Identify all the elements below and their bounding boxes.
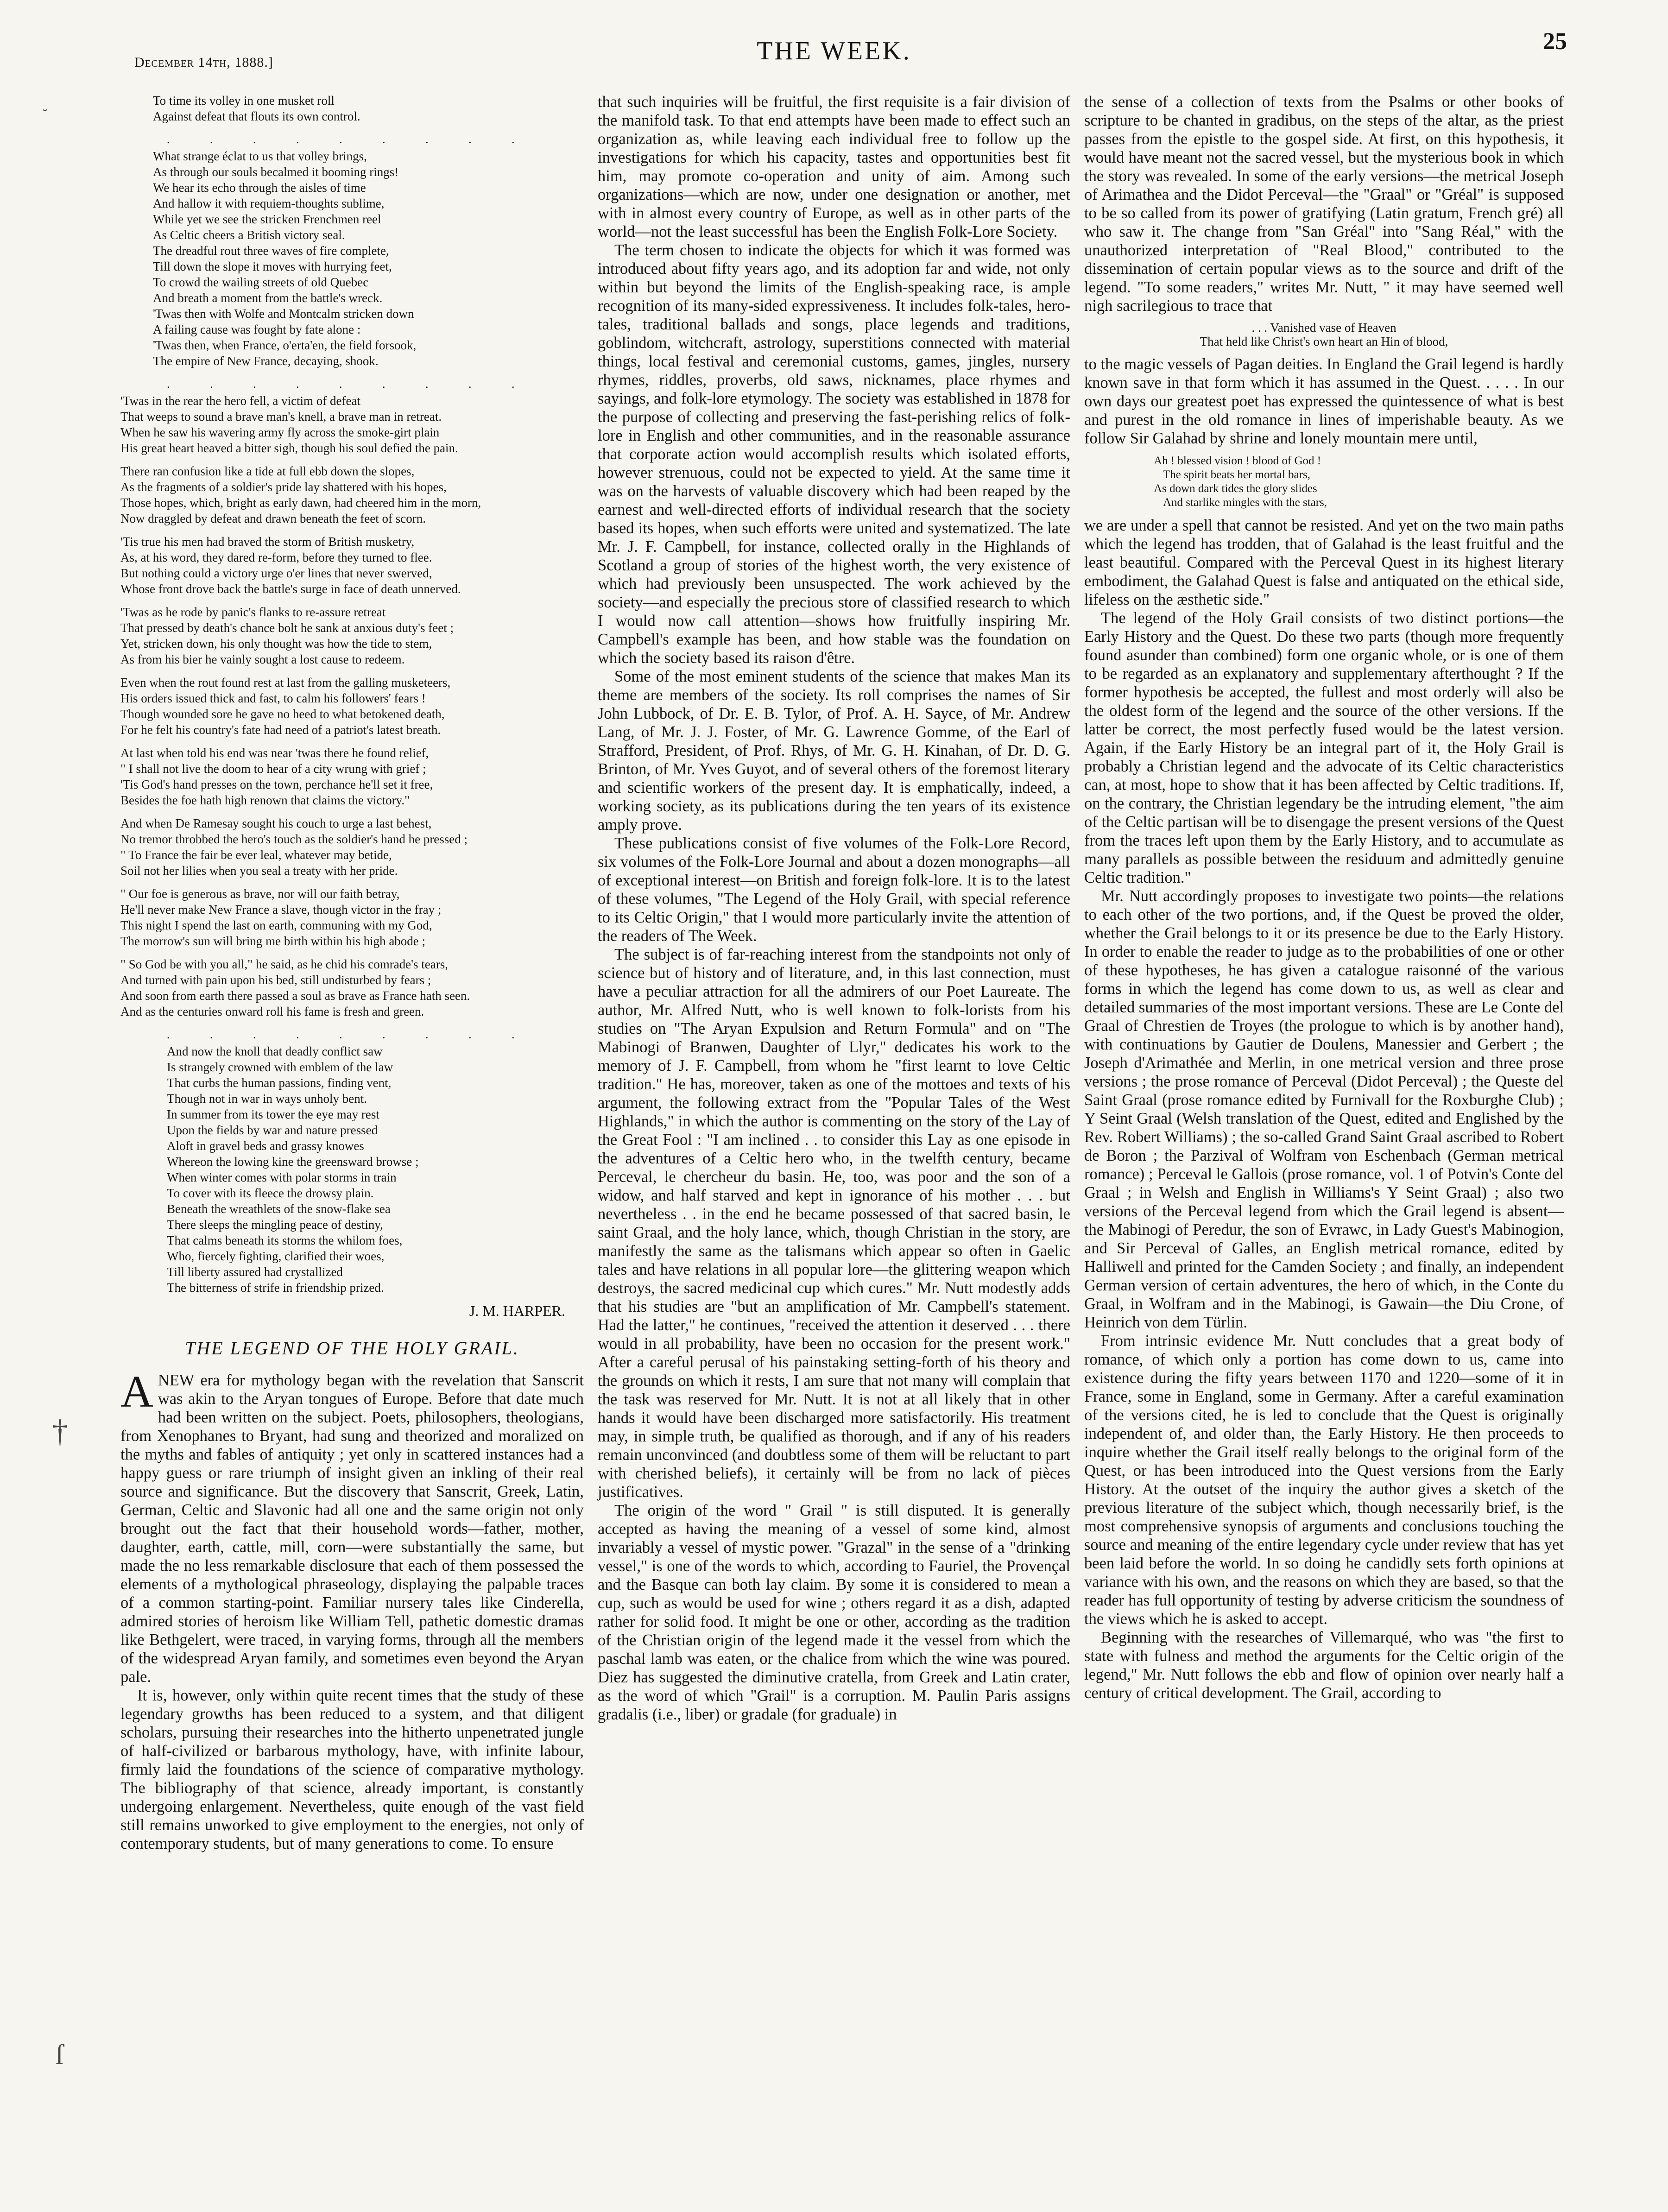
poem-line: Is strangely crowned with emblem of the law (167, 1060, 393, 1074)
poem-line: " To France the fair be ever leal, whatever may betide, (120, 848, 392, 862)
poem-line: And when De Ramesay sought his couch to urge a last behest, (120, 816, 432, 830)
poem-line: The dreadful rout three waves of fire complete, (153, 244, 389, 258)
poem-line: As Celtic cheers a British victory seal. (153, 228, 345, 242)
poem-line: To crowd the wailing streets of old Quebec (153, 275, 369, 289)
poem-stanza (120, 1043, 584, 1296)
poem-line: Though wounded sore he gave no heed to what betokened death, (120, 707, 445, 721)
article-paragraph: These publications consist of five volumes of the Folk-Lore Record, six volumes of the Folk-Lore Journal and about a dozen monographs—all of exceptional interest—on British and foreign folk-lore. It is to the latest of these volumes, "The Legend of the Holy Grail, with special reference to its Celtic Origin," that I would more particularly invite the attention of the readers of The Week. (598, 834, 1070, 945)
page-number: 25 (1543, 28, 1567, 55)
poem-line: Those hopes, which, bright as early dawn, had cheered him in the morn, (120, 496, 481, 510)
poem-line: Yet, stricken down, his only thought was how the tide to stem, (120, 637, 432, 651)
article-paragraph: From intrinsic evidence Mr. Nutt concludes that a great body of romance, of which only a portion has come down to us, came into existence during the fifty years between 1170 and 1220—some of it in France, some in England, some in Germany. After a careful examination of the versions cited, he is led to conclude that the Quest is originally independent of, and older than, the Early History. He then proceeds to inquire whether the Grail itself really belongs to the original form of the Quest, or has been introduced into the Quest versions from the Early History. At the outset of the inquiry the author gives a sketch of the previous literature of the subject which, though necessarily brief, is the most comprehensive synopsis of arguments and conclusions touching the source and meaning of the entire legendary cycle under review that has yet been laid before the world. In so doing he candidly sets forth opinions at variance with his own, and the reasons on which they are based, so that the reader has full opportunity of testing by adverse criticism the soundness of the views which he is asked to accept. (1084, 1332, 1564, 1628)
quote-line: . . . Vanished vase of Heaven (1251, 321, 1396, 335)
article-paragraph: the sense of a collection of texts from the Psalms or other books of scripture to be chanted in gradibus, on the steps of the altar, as the priest passes from the epistle to the gospel side. At first, on this hypothesis, it would have meant not the sacred vessel, but the mysterious book in which the story was revealed. In some of the early versions—the metrical Joseph of Arimathea and the Didot Perceval—the "Graal" or "Gréal" is supposed to be so called from its power of gratifying (Latin gratum, French gré) all who saw it. The change from "San Gréal" into "Sang Réal," with the unauthorized interpretation of "Real Blood," contributed to the dissemination of certain popular views as to the source and drift of the legend. "To some readers," writes Mr. Nutt, " it may have seemed well nigh sacrilegious to trace that (1084, 93, 1564, 315)
poem-line: 'Twas in the rear the hero fell, a victim of defeat (120, 394, 360, 408)
poem-line: 'Tis God's hand presses on the town, perchance he'll set it free, (120, 777, 433, 791)
poem-line: 'Twas then with Wolfe and Montcalm stricken down (153, 307, 414, 321)
poem-line: Till down the slope it moves with hurrying feet, (153, 259, 392, 273)
drop-cap: A (120, 1367, 153, 1417)
poem-line: That pressed by death's chance bolt he sank at anxious duty's feet ; (120, 621, 454, 635)
poem-stanza (120, 745, 584, 808)
poem-line: And now the knoll that deadly conflict saw (167, 1044, 383, 1058)
poem-line: When he saw his wavering army fly across the smoke-girt plain (120, 425, 440, 439)
poem-stanza (120, 534, 584, 597)
poem-line: 'Twas then, when France, o'erta'en, the field forsook, (153, 338, 417, 352)
poem-line: As through our souls becalmed it booming rings! (153, 165, 399, 179)
poem-line: In summer from its tower the eye may rest (167, 1107, 379, 1121)
poem-line: Whose front drove back the battle's surge in face of death unnerved. (120, 582, 461, 596)
poem-line: Now draggled by defeat and drawn beneath the feet of scorn. (120, 512, 426, 525)
poem-line: To cover with its fleece the drowsy plain. (167, 1186, 374, 1200)
poem-line: Even when the rout found rest at last from the galling musketeers, (120, 676, 451, 689)
poem-line: And as the centuries onward roll his fame is fresh and green. (120, 1005, 424, 1018)
poem-stanza (120, 675, 584, 738)
poem-line: And turned with pain upon his bed, still undisturbed by fears ; (120, 973, 431, 987)
poem-line: The empire of New France, decaying, shook. (153, 354, 379, 368)
poem-line: Aloft in gravel beds and grassy knowes (167, 1139, 364, 1153)
article-paragraph: Mr. Nutt accordingly proposes to investigate two points—the relations to each other of the two portions, and, if the Quest be proved the older, whether the Grail belongs to it or its presence be due to the Early History. In order to enable the reader to judge as to the probabilities of one or other of these hypotheses, he has given a catalogue raisonné of the various forms in which the legend has come down to us, as well as clear and detailed summaries of the most important versions. These are Le Conte del Graal of Chrestien de Troyes (the prologue to which is by another hand), with continuations by Gautier de Doulens, Manessier and Gerbert ; the Joseph d'Arimathée and Merlin, in one metrical version and three prose versions ; the prose romance of Perceval (Didot Perceval) ; the Queste del Saint Graal (prose romance edited by Furnivall for the Roxburghe Club) ; Y Seint Graal (Welsh translation of the Quest, edited and Englished by the Rev. Robert Williams) ; the so-called Grand Saint Graal ascribed to Robert de Boron ; the Parzival of Wolfram von Eschenbach (German metrical romance) ; Perceval le Gallois (prose romance, vol. 1 of Potvin's Conte del Graal ; in Welsh and English in Williams's Y Seint Graal) ; also two versions of the Perceval legend from which the Grail legend is absent—the Mabinogi of Peredur, the son of Evrawc, in Lady Guest's Mabinogion, and Sir Perceval of Galles, an English metrical romance, edited by Halliwell and printed for the Camden Society ; and finally, an independent German version of certain adventures, the hero of which, in the Conte du Graal, in Wolfram and in the Mabinogi, is Gawain—the Diu Crone, of Heinrich von dem Türlin. (1084, 887, 1564, 1331)
article-paragraph: The term chosen to indicate the objects for which it was formed was introduced about fifty years ago, and its adoption far and wide, not only within but beyond the limits of the English-speaking race, is ample recognition of its many-sided expressiveness. It includes folk-tales, hero-tales, traditional ballads and songs, place legends and traditions, goblindom, witchcraft, astrology, superstitions connected with material things, local festival and ceremonial customs, games, jingles, nursery rhymes, riddles, proverbs, old saws, nicknames, place rhymes and sayings, and folk-lore etymology. The society was established in 1878 for the purpose of collecting and preserving the fast-perishing relics of folk-lore in English and other communities, and in the reasonable assurance that corporate action would accomplish results which isolated efforts, however strenuous, could not be expected to yield. At the same time it was on the harvests of valuable discovery which had been reaped by the earnest and well-directed efforts of individual research that the society based its hopes, when such efforts were united and systematized. The late Mr. J. F. Campbell, for instance, collected orally in the Highlands of Scotland a group of stories of the highest worth, the very existence of which had previously been unsuspected. The work achieved by the society—and especially the precious store of classified research to which I would now call attention—shows how fruitfully inspiring Mr. Campbell's example has been, and how stable was the foundation on which the society based its raison d'être. (598, 241, 1070, 667)
poem-line: There sleeps the mingling peace of destiny, (167, 1218, 383, 1232)
poem-line: But nothing could a victory urge o'er lines that never swerved, (120, 566, 432, 580)
poem-signature: J. M. HARPER. (469, 1302, 565, 1319)
margin-mark: ˘ (43, 107, 47, 122)
poem-line: The morrow's sun will bring me birth within his high abode ; (120, 934, 426, 948)
poem-line: Till liberty assured had crystallized (167, 1265, 343, 1279)
issue-date: December 14th, 1888.] (134, 55, 273, 70)
poem-line: And breath a moment from the battle's wreck. (153, 291, 383, 305)
article-paragraph: to the magic vessels of Pagan deities. In England the Grail legend is hardly known save in that form which it has assumed in the Quest. . . . . In our own days our greatest poet has expressed the quintessence of what is best and purest in the old romance in lines of imperishable beauty. As we follow Sir Galahad by shrine and lonely mountain mere until, (1084, 355, 1564, 447)
poem-line: Upon the fields by war and nature pressed (167, 1123, 378, 1137)
poem-stanza (120, 93, 584, 124)
article-paragraph: The origin of the word " Grail " is still disputed. It is generally accepted as having the meaning of a vessel of some kind, almost invariably a vessel of mystic power. "Grazal" in the sense of a "drinking vessel," is one of the words to which, according to Fauriel, the Provençal and the Basque can both lay claim. By some it is considered to mean a cup, such as would be used for wine ; others regard it as a dish, adapted rather for solid food. It might be one or other, according as the tradition of the Christian origin of the legend made it the vessel from which the paschal lamb was eaten, or the chalice from which the wine was poured. Diez has suggested the diminutive cratella, from Greek and Latin crater, as the word of which "Grail" is a corruption. M. Paulin Paris assigns gradalis (i.e., liber) or gradale (for graduale) in (598, 1502, 1070, 1723)
publication-title: THE WEEK. (757, 37, 911, 65)
poem-line: We hear its echo through the aisles of time (153, 181, 366, 195)
poem-stanza (120, 604, 584, 667)
poem-line: 'Tis true his men had braved the storm of British musketry, (120, 535, 415, 549)
ellipsis-row: . . . . . . . . . (167, 1028, 533, 1041)
poem-line: And soon from earth there passed a soul as brave as France hath seen. (120, 989, 470, 1003)
column-1 (120, 93, 584, 1853)
poem-line: While yet we see the stricken Frenchmen reel (153, 212, 381, 226)
poem-line: And hallow it with requiem-thoughts sublime, (153, 196, 385, 210)
poem-line: Beneath the wreathlets of the snow-flake sea (167, 1202, 391, 1216)
quote-line: Ah ! blessed vision ! blood of God ! (1154, 455, 1321, 467)
quote-line: The spirit beats her mortal bars, (1163, 468, 1310, 481)
poem-line: " I shall not live the doom to hear of a city wrung with grief ; (120, 762, 426, 776)
poem-stanza (120, 463, 584, 526)
article-paragraph: Beginning with the researches of Villemarqué, who was "the first to state with fulness and method the arguments for the Celtic origin of the legend," Mr. Nutt follows the ebb and flow of opinion over nearly half a century of critical development. The Grail, according to (1084, 1629, 1564, 1702)
poem-line: Though not in war in ways unholy bent. (167, 1092, 367, 1106)
poem-line: He'll never make New France a slave, though victor in the fray ; (120, 903, 442, 916)
quote-line: That held like Christ's own heart an Hin of blood, (1200, 335, 1448, 348)
article-paragraph: A NEW era for mythology began with the revelation that Sanscrit was akin to the Aryan tongues of Europe. Before that date much had been written on the subject. Poets, philosophers, theologians, from Xenophanes to Bryant, had sung and theorized and moralized on the myths and fables of antiquity ; yet only in scattered instances had a happy guess or rare triumph of insight given an inkling of their real source and significance. But the discovery that Sanscrit, Greek, Latin, German, Celtic and Slavonic had all one and the same origin not only brought out the fact that their household words—father, mother, daughter, earth, cattle, mill, corn—were substantially the same, but made the no less remarkable disclosure that each of them possessed the elements of a mythological phraseology, displaying the palpable traces of a common starting-point. Familiar nursery tales like Cinderella, admired stories of heroism like William Tell, pathetic domestic dramas like Bethgelert, were traced, in varying forms, through all the members of the widespread Aryan family, and sometimes even beyond the Aryan pale. (120, 1367, 584, 1686)
quote-line: And starlike mingles with the stars, (1163, 496, 1327, 509)
poem-line: His orders issued thick and fast, to calm his followers' fears ! (120, 691, 426, 705)
margin-mark: ſ (56, 2039, 63, 2070)
poem-line: As, at his word, they dared re-form, before they turned to flee. (120, 550, 432, 564)
poem-line: For he felt his country's fate had need of a patriot's latest breath. (120, 723, 441, 737)
poem-stanza (120, 148, 584, 369)
poem-line: When winter comes with polar storms in train (167, 1170, 397, 1184)
poem-line: At last when told his end was near 'twas there he found relief, (120, 746, 429, 760)
ellipsis-row: . . . . . . . . . (167, 133, 533, 146)
poem-line: Soil not her lilies when you seal a treaty with her pride. (120, 864, 398, 878)
poem-line: That weeps to sound a brave man's knell, a brave man in retreat. (120, 410, 442, 423)
poem-line: That curbs the human passions, finding vent, (167, 1076, 392, 1090)
article-paragraph: Some of the most eminent students of the science that makes Man its theme are members of the society. Its roll comprises the names of Sir John Lubbock, of Dr. E. B. Tylor, of Prof. A. H. Sayce, of Mr. Andrew Lang, of Mr. J. J. Foster, of Mr. G. Lawrence Gomme, of the Earl of Strafford, President, of Prof. Rhys, of Mr. G. H. Kinahan, of Dr. D. G. Brinton, of Mr. Yves Guyot, and of several others of the foremost literary and scientific workers of the present day. It is emphatically, indeed, a working society, as its publications during the ten years of its existence amply prove. (598, 668, 1070, 834)
article-body-col1 (120, 1367, 584, 1853)
article-paragraph: that such inquiries will be fruitful, the first requisite is a fair division of the manifold task. To that end attempts have been made to effect such an organization as, while leaving each individual free to follow up the investigations for which his capacity, tastes and opportunities best fit him, may promote co-operation and unity of aim. Among such organizations—which are now, under one designation or another, met with in almost every country of Europe, as well as in other parts of the world—not the least successful has been the English Folk-Lore Society. (598, 93, 1070, 240)
poem-line: Whereon the lowing kine the greensward browse ; (167, 1155, 419, 1169)
verse-quotation (1084, 321, 1564, 348)
poem-line: Besides the foe hath high renown that claims the victory." (120, 793, 410, 807)
margin-mark: † (52, 1414, 68, 1449)
poem-line: A failing cause was fought by fate alone : (153, 322, 361, 336)
column-3 (1084, 93, 1564, 1702)
article-paragraph: we are under a spell that cannot be resisted. And yet on the two main paths which the legend has trodden, that of Galahad is the least fruitful and the least beautiful. Compared with the Perceval Quest in its highest literary embodiment, the Galahad Quest is false and antiquated on the ethical side, lifeless on the æsthetic side." (1084, 517, 1564, 608)
article-paragraph: The legend of the Holy Grail consists of two distinct portions—the Early History and the Quest. Do these two parts (though more frequently found asunder than combined) form one organic whole, or is one of them to be regarded as an explanatory and supplementary afterthought ? If the former hypothesis be accepted, the fullest and most orderly will also be the oldest form of the legend and the source of the other versions. If the latter be correct, the most perfectly fused would be the latest version. Again, if the Early History be an integral part of it, the Holy Grail is probably a Christian legend and the advocate of its Celtic characteristics can, at most, hope to show that it has been affected by Celtic traditions. If, on the contrary, the Christian legendary be the intruding element, "the aim of the Celtic partisan will be to disengage the present versions of the Quest from the traces left upon them by the Early History, and to accumulate as many parallels as possible between the residuum and admittedly genuine Celtic tradition." (1084, 609, 1564, 886)
ellipsis-row: . . . . . . . . . (167, 377, 533, 391)
poem-line: There ran confusion like a tide at full ebb down the slopes, (120, 464, 415, 478)
poem-stanza (120, 815, 584, 878)
quote-line: As down dark tides the glory slides (1154, 482, 1317, 495)
poem-line: Against defeat that flouts its own control. (153, 109, 360, 123)
poem-stanza (120, 393, 584, 456)
article-paragraph: It is, however, only within quite recent times that the study of these legendary growths has been reduced to a system, and that diligent scholars, pursuing their researches into the hitherto unpenetrated jungle of half-civilized or barbarous mythology, have, with infinite labour, firmly laid the foundations of the science of comparative mythology. The bibliography of that science, already important, is constantly undergoing enlargement. Nevertheless, quite enough of the vast field still remains unworked to give employment to the energies, not only of contemporary students, but of many generations to come. To ensure (120, 1687, 584, 1852)
verse-quotation (1154, 454, 1564, 510)
poem (120, 93, 584, 1319)
poem-line: Who, fiercely fighting, clarified their woes, (167, 1249, 385, 1263)
column-2 (598, 93, 1070, 1724)
poem-line: No tremor throbbed the hero's touch as the soldier's hand he pressed ; (120, 832, 468, 846)
poem-line: " So God be with you all," he said, as he chid his comrade's tears, (120, 957, 449, 971)
poem-line: As from his bier he vainly sought a lost cause to redeem. (120, 652, 405, 666)
poem-line: What strange éclat to us that volley brings, (153, 149, 367, 163)
poem-line: That calms beneath its storms the whilom foes, (167, 1233, 403, 1247)
poem-line: 'Twas as he rode by panic's flanks to re-assure retreat (120, 605, 386, 619)
poem-line: The bitterness of strife in friendship prized. (167, 1281, 384, 1295)
poem-line: His great heart heaved a bitter sigh, though his soul defied the pain. (120, 441, 458, 455)
article-paragraph: The subject is of far-reaching interest from the standpoints not only of science but of history and of literature, and, in this last connection, must have a peculiar attraction for all the admirers of our Poet Laureate. The author, Mr. Alfred Nutt, who is well known to folk-lorists from his studies on "The Aryan Expulsion and Return Formula" and on "The Mabinogi of Branwen, Daughter of Llyr," dedicates his work to the memory of J. F. Campbell, from whom he "first learnt to love Celtic tradition." He has, moreover, taken as one of the mottoes and texts of his argument, the following extract from the "Popular Tales of the West Highlands," in which the author is commenting on the story of the Lay of the Great Fool : "I am inclined . . to consider this Lay as one episode in the adventures of a Celtic hero who, in the twelfth century, became Perceval, le chercheur du basin. He, too, was poor and the son of a widow, and half starved and kept in ignorance of his mother . . . but nevertheless . . in the end he became possessed of that sacred basin, le saint Graal, and the holy lance, which, though Christian in the story, are manifestly the same as the talismans which appear so often in Gaelic tales and have relations in all popular lore—the glittering weapon which destroys, the sacred medicinal cup which cures." Mr. Nutt modestly adds that his studies are "but an amplification of Mr. Campbell's statement. Had the latter," he continues, "received the attention it deserved . . . there would in all probability, have been no occasion for the present work." After a careful perusal of his painstaking setting-forth of his theory and the grounds on which it rests, I am sure that not many will complain that the task was reserved for Mr. Nutt. It is not at all likely that in other hands it would have been discharged more satisfactorily. His treatment may, in simple truth, be qualified as thorough, and if any of his readers remain unconvinced (and doubtless some of them will be reluctant to part with cherished beliefs), it certainly will be from no lack of pièces justificatives. (598, 946, 1070, 1501)
poem-line: " Our foe is generous as brave, nor will our faith betray, (120, 887, 400, 901)
poem-line: This night I spend the last on earth, communing with my God, (120, 918, 432, 932)
poem-stanza (120, 886, 584, 949)
poem-stanza (120, 956, 584, 1019)
poem-line: As the fragments of a soldier's pride lay shattered with his hopes, (120, 480, 447, 494)
poem-line: To time its volley in one musket roll (153, 94, 335, 107)
article-title: THE LEGEND OF THE HOLY GRAIL. (185, 1338, 519, 1359)
